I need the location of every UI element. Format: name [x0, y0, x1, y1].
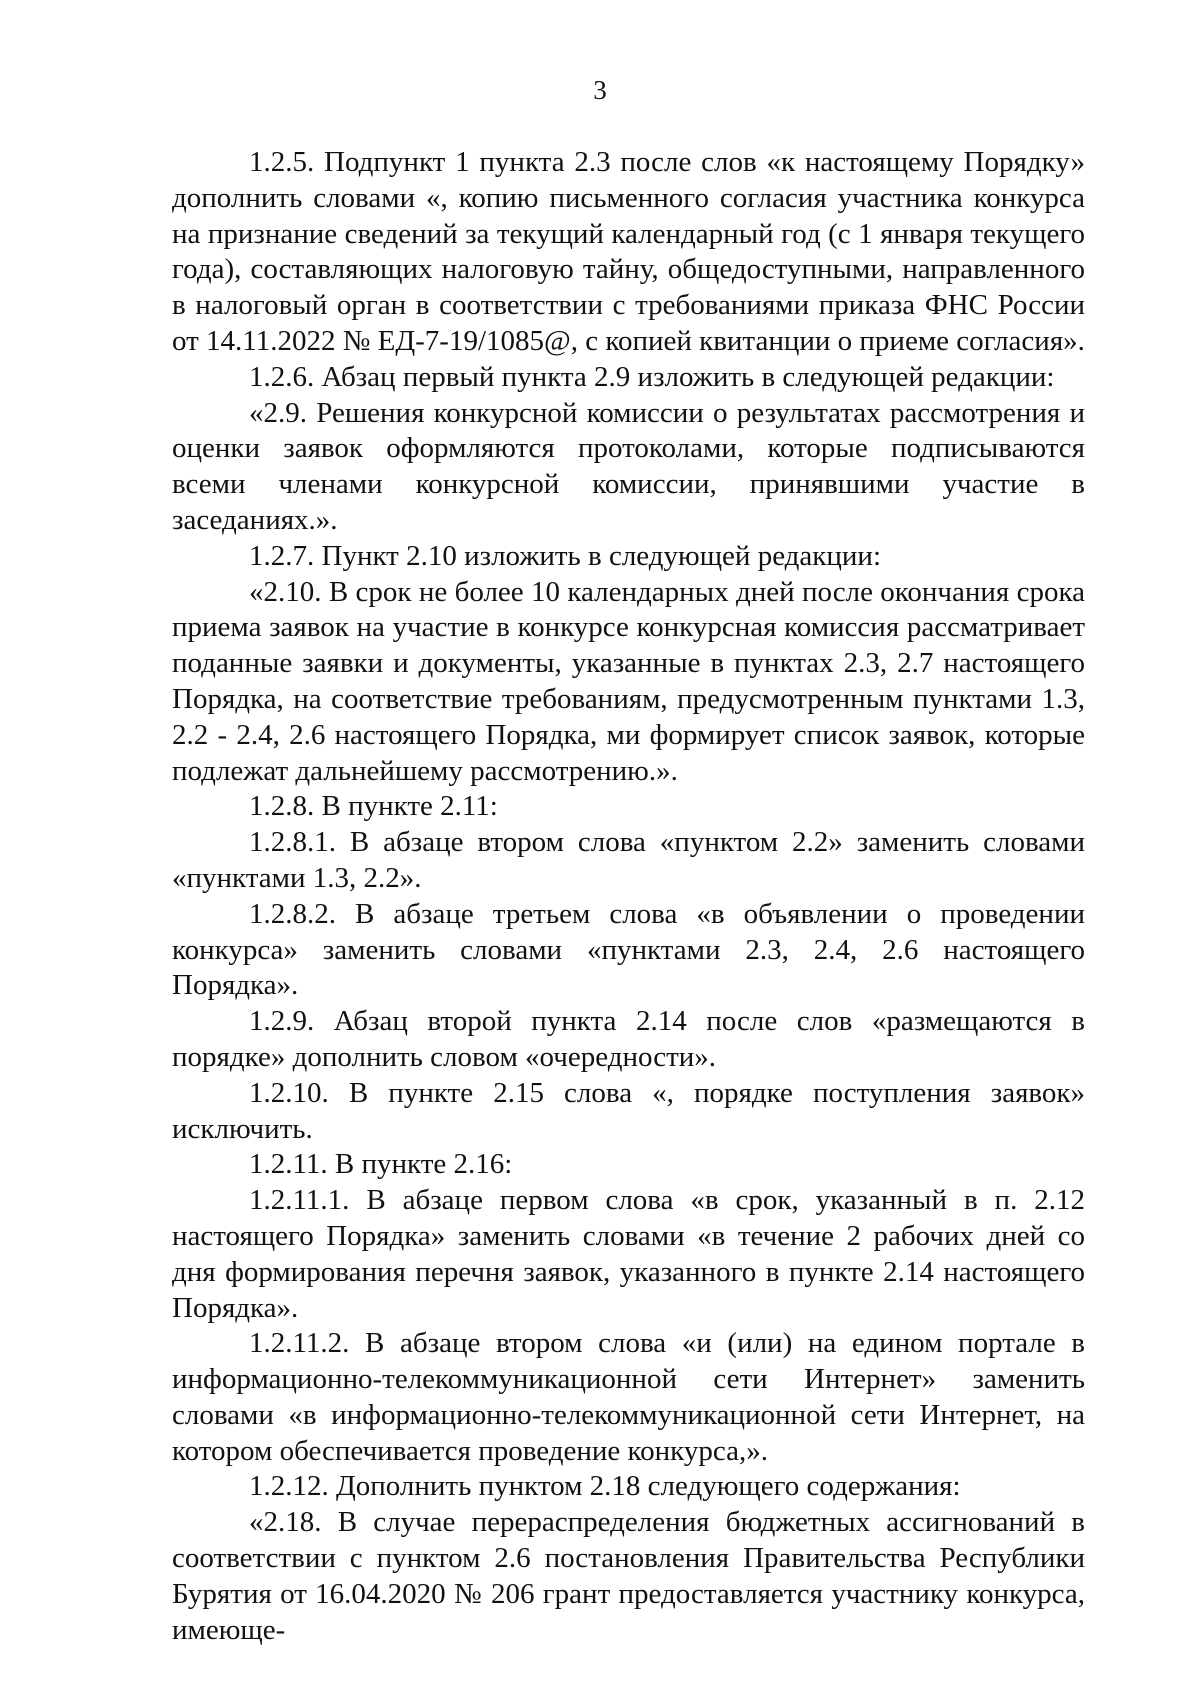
paragraph-1-2-11-2: 1.2.11.2. В абзаце втором слова «и (или) на едином портале в информационно-телекоммуникационной сети Интернет» заменить словами «в информационно-телекоммуникационной сети Интернет, на котором обеспечивается проведение конкурса,».: [172, 1327, 1085, 1467]
paragraph-1-2-8-2: 1.2.8.2. В абзаце третьем слова «в объявлении о проведении конкурса» заменить словами «пунктами 2.3, 2.4, 2.6 настоящего Порядка».: [172, 897, 1085, 1002]
paragraph-quote-2-10: «2.10. В срок не более 10 календарных дней после окончания срока приема заявок на участие в конкурсе конкурсная комиссия рассматривает поданные заявки и документы, указанные в пунктах 2.3, 2.7 настоящего Порядка, на соответствие требованиям, предусмотренным пунктами 1.3, 2.2 - 2.4, 2.6 настоящего Порядка, ми формирует список заявок, которые подлежат дальнейшему рассмотрению.».: [172, 575, 1085, 787]
paragraph-1-2-5: 1.2.5. Подпункт 1 пункта 2.3 после слов «к настоящему Порядку» дополнить словами «, копию письменного согласия участника конкурса на признание сведений за текущий календарный год (с 1 января текущего года), составляющих налоговую тайну, общедоступными, направленного в налоговый орган в соответствии с требованиями приказа ФНС России от 14.11.2022 № ЕД-7-19/1085@, с копией квитанции о приеме согласия».: [172, 146, 1085, 357]
paragraph-1-2-6: 1.2.6. Абзац первый пункта 2.9 изложить в следующей редакции:: [249, 360, 1055, 393]
paragraph-1-2-12: 1.2.12. Дополнить пунктом 2.18 следующего содержания:: [249, 1470, 961, 1503]
paragraph-quote-2-18: «2.18. В случае перераспределения бюджетных ассигнований в соответствии с пунктом 2.6 постановления Правительства Республики Бурятия от 16.04.2020 № 206 грант предоставляется участнику конкурса, имеюще-: [172, 1506, 1085, 1646]
paragraph-1-2-8-1: 1.2.8.1. В абзаце втором слова «пунктом 2.2» заменить словами «пунктами 1.3, 2.2».: [172, 826, 1085, 894]
paragraph-1-2-11: 1.2.11. В пункте 2.16:: [249, 1148, 513, 1181]
page-number: 3: [593, 75, 607, 105]
document-body: [172, 145, 1085, 1648]
paragraph-1-2-11-1: 1.2.11.1. В абзаце первом слова «в срок, указанный в п. 2.12 настоящего Порядка» заменить словами «в течение 2 рабочих дней со дня формирования перечня заявок, указанного в пункте 2.14 настоящего Порядка».: [172, 1184, 1085, 1324]
paragraph-1-2-10: 1.2.10. В пункте 2.15 слова «, порядке поступления заявок» исключить.: [172, 1076, 1085, 1145]
paragraph-1-2-7: 1.2.7. Пункт 2.10 изложить в следующей редакции:: [249, 539, 882, 572]
paragraph-1-2-9: 1.2.9. Абзац второй пункта 2.14 после слов «размещаются в порядке» дополнить словом «очередности».: [172, 1005, 1085, 1073]
paragraph-quote-2-9: «2.9. Решения конкурсной комиссии о результатах рассмотрения и оценки заявок оформляются протоколами, которые подписываются всеми членами конкурсной комиссии, принявшими участие в заседаниях.».: [172, 396, 1085, 536]
paragraph-1-2-8: 1.2.8. В пункте 2.11:: [249, 790, 498, 823]
